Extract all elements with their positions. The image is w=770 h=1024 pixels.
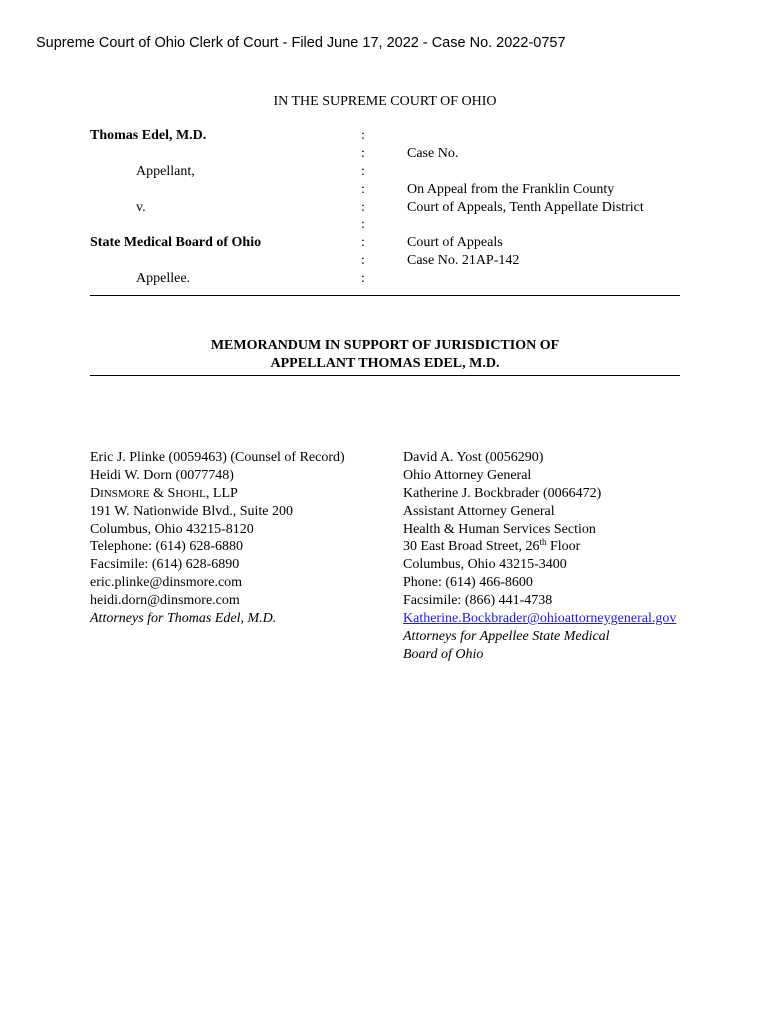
caption-colon: :: [361, 128, 365, 143]
appellee-role: Appellee.: [136, 271, 191, 286]
counsel-line: Eric J. Plinke (0059463) (Counsel of Record): [90, 450, 345, 465]
appeal-origin-line: Court of Appeals, Tenth Appellate District: [407, 200, 644, 215]
caption-colon: :: [361, 200, 365, 215]
appellee-name: State Medical Board of Ohio: [90, 235, 262, 250]
appellee-counsel-block: [403, 449, 687, 664]
case-number-label: Case No.: [407, 146, 459, 161]
counsel-fax: Facsimile: (866) 441-4738: [403, 593, 553, 609]
counsel-fax: Facsimile: (614) 628-6890: [90, 557, 240, 573]
counsel-designation: Attorneys for Appellee State Medical: [403, 628, 610, 644]
court-title: IN THE SUPREME COURT OF OHIO: [273, 94, 497, 109]
appeal-origin-line: On Appeal from the Franklin County: [407, 182, 615, 197]
caption-colon: :: [361, 164, 365, 179]
counsel-email: heidi.dorn@dinsmore.com: [90, 593, 240, 609]
filing-stamp: Supreme Court of Ohio Clerk of Court - Filed June 17, 2022 - Case No. 2022-0757: [36, 35, 566, 51]
memorandum-title-line: APPELLANT THOMAS EDEL, M.D.: [270, 356, 500, 371]
lower-court-case-number: Case No. 21AP-142: [407, 253, 520, 268]
caption-colon: :: [361, 271, 365, 286]
law-firm-name: DINSMORE & SHOHL, LLP: [90, 485, 238, 501]
versus-label: v.: [136, 200, 146, 215]
caption-colon: :: [361, 217, 365, 232]
caption-colon: :: [361, 182, 365, 197]
counsel-line: Heidi W. Dorn (0077748): [90, 467, 234, 483]
counsel-line: 191 W. Nationwide Blvd., Suite 200: [90, 503, 293, 519]
counsel-line: Katherine J. Bockbrader (0066472): [403, 485, 602, 501]
caption-colon: :: [361, 253, 365, 268]
counsel-phone: Telephone: (614) 628-6880: [90, 539, 243, 555]
lower-court-label: Court of Appeals: [407, 235, 503, 250]
caption-colon: :: [361, 146, 365, 161]
memorandum-title-line: MEMORANDUM IN SUPPORT OF JURISDICTION OF: [210, 338, 560, 353]
appellant-name: Thomas Edel, M.D.: [90, 128, 207, 143]
counsel-designation: Attorneys for Thomas Edel, M.D.: [90, 611, 277, 627]
counsel-address: 30 East Broad Street, 26th Floor: [403, 537, 581, 555]
counsel-email: eric.plinke@dinsmore.com: [90, 575, 243, 591]
title-divider: [90, 375, 680, 376]
counsel-line: Columbus, Ohio 43215-3400: [403, 557, 567, 573]
counsel-line: Health & Human Services Section: [403, 521, 596, 537]
counsel-line: Ohio Attorney General: [403, 467, 532, 483]
appellant-counsel-block: [90, 449, 345, 628]
appellant-role: Appellant,: [136, 164, 195, 179]
counsel-line: Assistant Attorney General: [403, 503, 555, 519]
caption-colon: :: [361, 235, 365, 250]
counsel-line: David A. Yost (0056290): [403, 450, 544, 465]
counsel-designation: Board of Ohio: [403, 646, 484, 662]
counsel-phone: Phone: (614) 466-8600: [403, 575, 533, 591]
caption-divider: [90, 295, 680, 296]
counsel-line: Columbus, Ohio 43215-8120: [90, 521, 254, 537]
memorandum-title: [0, 337, 770, 373]
counsel-email-link[interactable]: Katherine.Bockbrader@ohioattorneygeneral.gov: [403, 611, 677, 627]
